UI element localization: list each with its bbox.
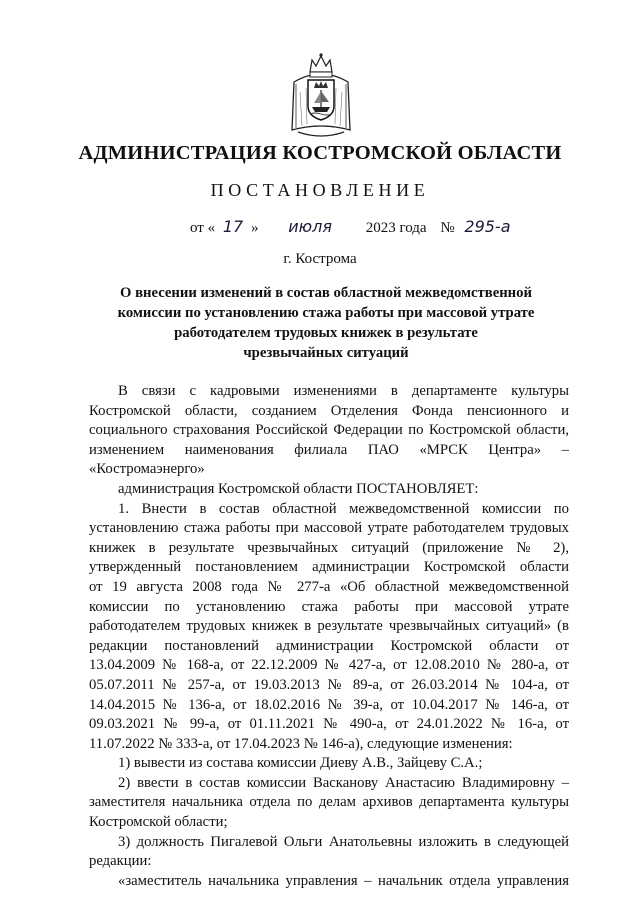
number-sign: № [440, 220, 455, 236]
date-year: 2023 года [365, 220, 427, 236]
body-line: 14.04.2015 № 136-а, от 18.02.2016 № 39-а, от 10.04.2017 № 146-а, от [89, 696, 569, 713]
date-day-handwritten: 17 [222, 217, 244, 236]
body-line: редакции: [89, 853, 152, 870]
body-line: утвержденный постановлением администрации Костромской области [89, 559, 569, 576]
title-line: чрезвычайных ситуаций [243, 345, 409, 361]
body-line: 05.07.2011 № 257-а, от 19.03.2013 № 89-а, от 26.03.2014 № 104-а, от [89, 676, 569, 693]
title-line: О внесении изменений в состав областной межведомственной [120, 285, 532, 301]
body-line: 1) вывести из состава комиссии Диеву А.В., Зайцеву С.А.; [118, 755, 483, 772]
body-line: редакции постановлений администрации Костромской области от [89, 637, 569, 654]
document-number-handwritten: 295-а [464, 217, 511, 236]
body-line: В связи с кадровыми изменениями в департаменте культуры [118, 383, 569, 399]
body-line: «Костромаэнерго» [89, 461, 205, 478]
body-line: администрация Костромской области ПОСТАНОВЛЯЕТ: [118, 480, 479, 497]
body-line: от 19 августа 2008 года № 277-а «Об областной межведомственной [89, 578, 569, 595]
city: г. Кострома [283, 251, 357, 267]
date-prefix: от « [190, 220, 216, 236]
body-line: 1. Внести в состав областной межведомственной комиссии по [118, 500, 569, 517]
body-line: 11.07.2022 № 333-а, от 17.04.2023 № 146-а), следующие изменения: [89, 735, 513, 752]
body-line: 3) должность Пигалевой Ольги Анатольевны изложить в следующей [118, 833, 569, 850]
body-line: книжек в результате чрезвычайных ситуаций (приложение № 2), [89, 539, 569, 556]
body-line: 13.04.2009 № 168-а, от 22.12.2009 № 427-а, от 12.08.2010 № 280-а, от [89, 657, 569, 674]
body-line: изменением наименования филиала ПАО «МРСК Центра» – [89, 441, 569, 458]
organization-name: АДМИНИСТРАЦИЯ КОСТРОМСКОЙ ОБЛАСТИ [78, 142, 562, 164]
body-line: «заместитель начальника управления – начальник отдела управления [118, 872, 569, 889]
date-line [190, 217, 511, 237]
body-line: 2) ввести в состав комиссии Васканову Анастасию Владимировну – [118, 774, 569, 791]
date-close-quote: » [250, 220, 259, 236]
body-line: Костромской области, созданием Отделения Фонда пенсионного и [89, 402, 569, 419]
document-body [89, 382, 569, 891]
document-title [100, 283, 552, 363]
body-line: заместителя начальника отдела по делам архивов департамента культуры [89, 794, 569, 811]
title-line: работодателем трудовых книжек в результате [174, 325, 478, 341]
date-month-handwritten: июля [288, 217, 332, 236]
coat-of-arms-icon [288, 52, 354, 140]
body-line: работодателем трудовых книжек в результате чрезвычайных ситуаций» (в [89, 618, 569, 635]
document-type: ПОСТАНОВЛЕНИЕ [210, 180, 430, 200]
body-line: установлению стажа работы при массовой утрате работодателем трудовых [89, 520, 569, 537]
body-line: социального страхования Российской Федерации по Костромской области, [89, 422, 569, 439]
body-line: комиссии по установлению стажа работы при массовой утрате [89, 598, 569, 615]
title-line: комиссии по установлению стажа работы при массовой утрате [117, 305, 535, 321]
body-line: Костромской области; [89, 814, 228, 831]
body-line: 09.03.2021 № 99-а, от 01.11.2021 № 490-а, от 24.01.2022 № 16-а, от [89, 716, 569, 733]
